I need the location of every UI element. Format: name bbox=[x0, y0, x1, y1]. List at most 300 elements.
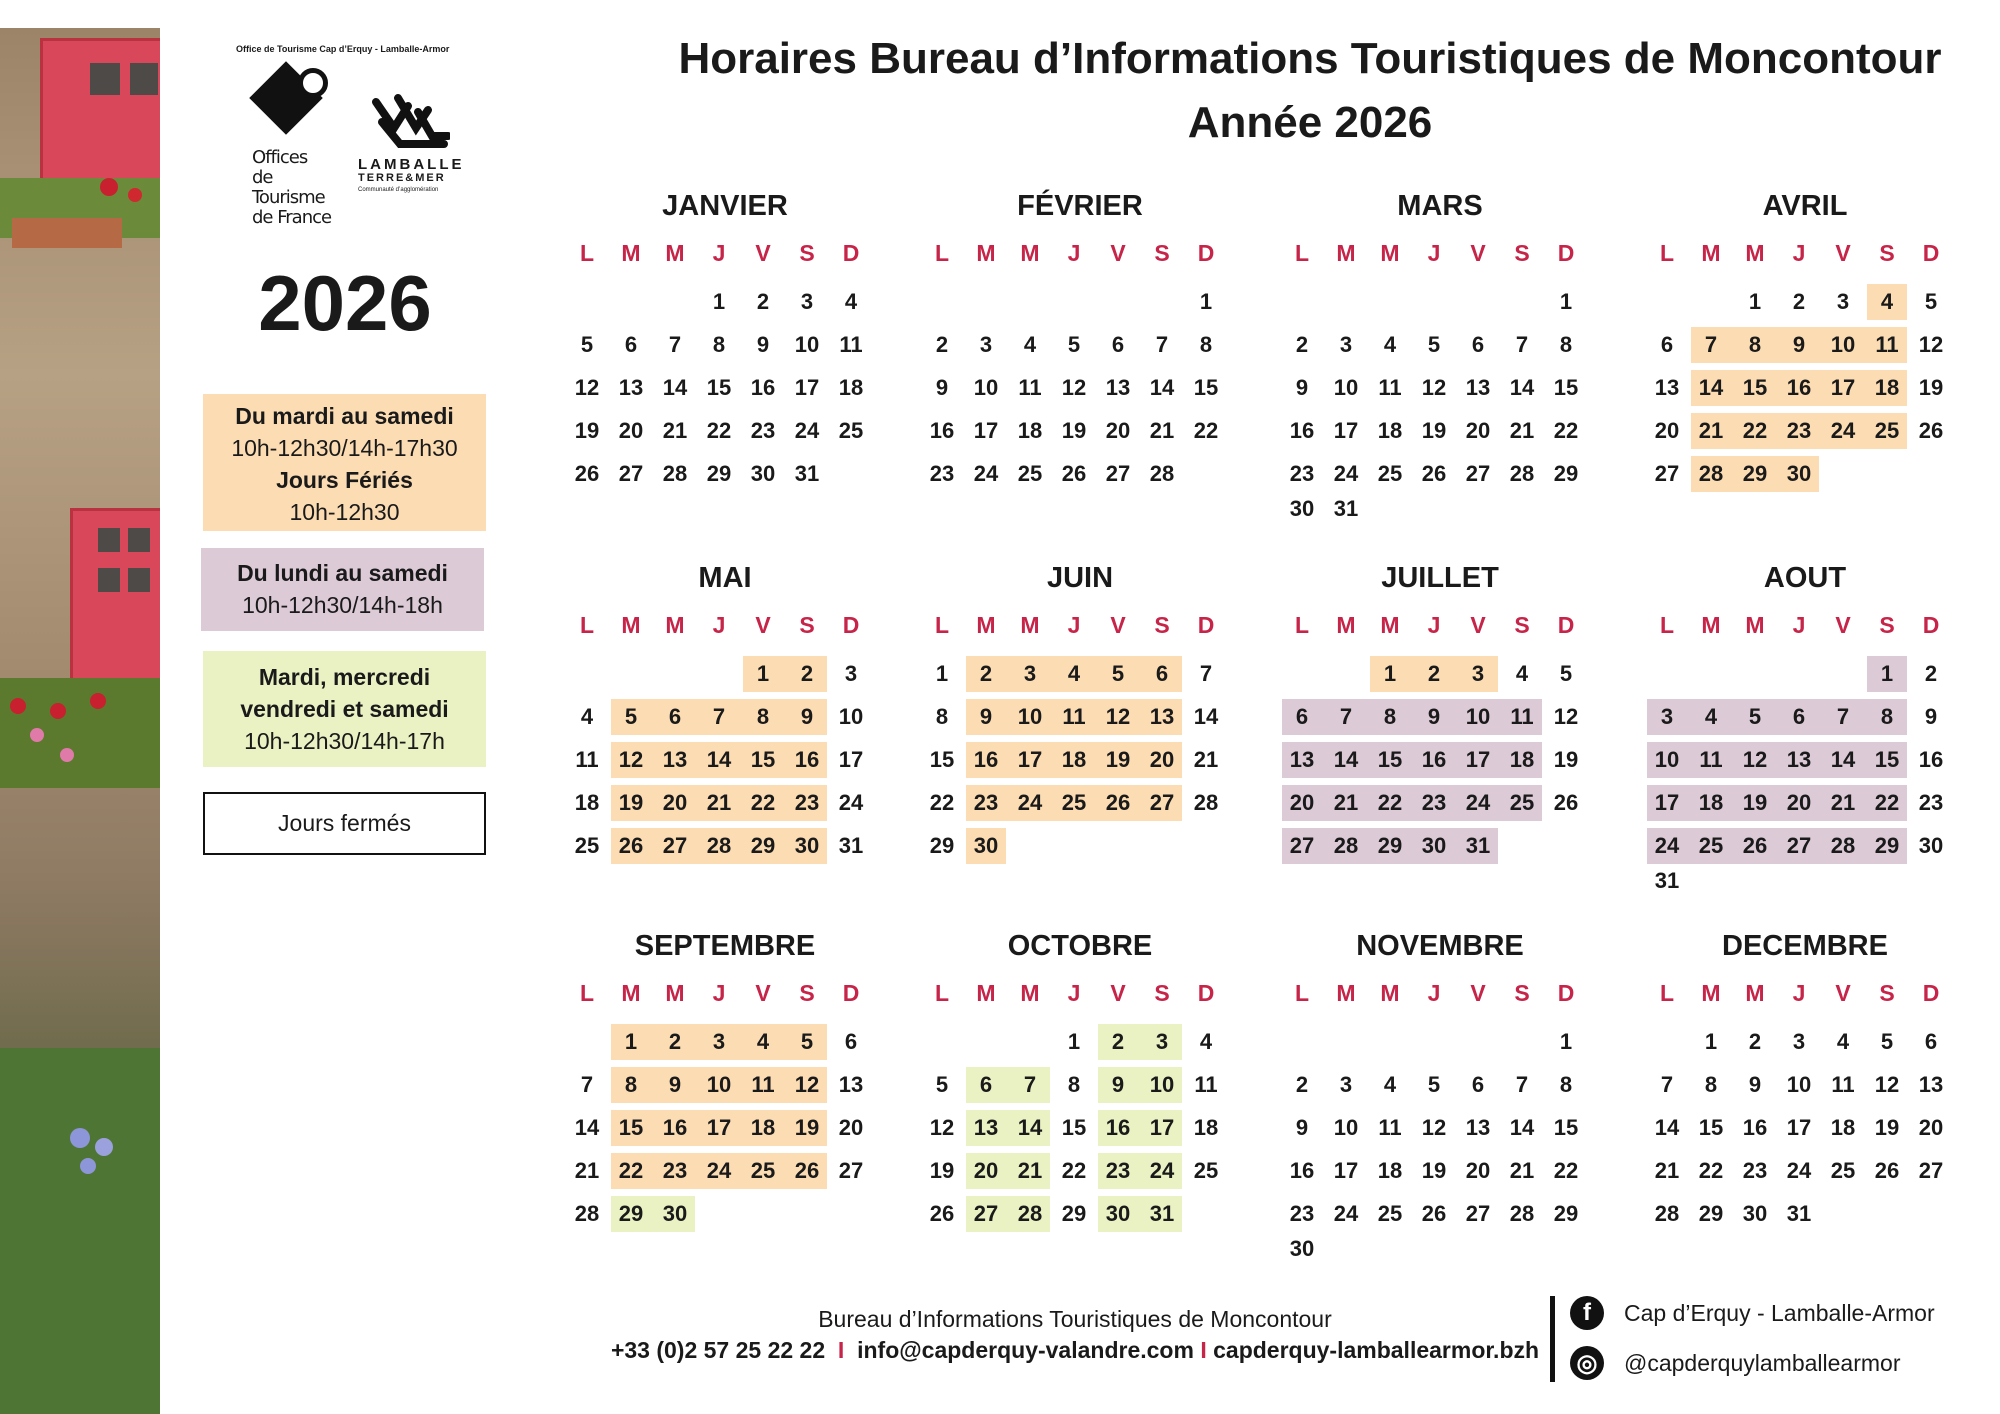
weekday-header: D bbox=[1557, 980, 1575, 1006]
day-cell: 26 bbox=[1918, 418, 1944, 443]
day-cell: 20 bbox=[1105, 418, 1131, 443]
day-cell: 3 bbox=[1339, 332, 1353, 357]
weekday-header: M bbox=[665, 980, 685, 1006]
day-cell: 22 bbox=[706, 418, 732, 443]
weekday-header: V bbox=[1835, 240, 1851, 266]
day-cell: 31 bbox=[1654, 868, 1680, 893]
day-cell: 26 bbox=[1421, 1201, 1447, 1226]
day-cell: 27 bbox=[1654, 461, 1680, 486]
day-cell: 12 bbox=[1105, 704, 1131, 729]
day-cell: 29 bbox=[1874, 833, 1900, 858]
day-cell: 5 bbox=[1067, 332, 1081, 357]
day-cell: 6 bbox=[1471, 1072, 1485, 1097]
weekday-header: L bbox=[934, 612, 950, 638]
day-cell: 2 bbox=[1924, 661, 1938, 686]
day-cell: 11 bbox=[839, 332, 863, 357]
weekday-header: M bbox=[1701, 612, 1721, 638]
weekday-header: D bbox=[842, 240, 860, 266]
weekday-header: S bbox=[1154, 612, 1170, 638]
offices-de-tourisme-logo: Offices de Tourisme de France bbox=[250, 68, 332, 208]
day-cell: 22 bbox=[1193, 418, 1219, 443]
day-cell: 13 bbox=[1786, 747, 1812, 772]
day-cell: 21 bbox=[1149, 418, 1175, 443]
day-cell: 7 bbox=[580, 1072, 594, 1097]
day-cell: 28 bbox=[1509, 1201, 1535, 1226]
day-cell: 6 bbox=[1295, 704, 1309, 729]
day-cell: 5 bbox=[624, 704, 638, 729]
day-cell: 17 bbox=[1465, 747, 1491, 772]
month-name: MARS bbox=[1397, 190, 1483, 222]
footer-email[interactable]: info@capderquy-valandre.com bbox=[857, 1337, 1194, 1363]
day-cell: 7 bbox=[1836, 704, 1850, 729]
weekday-header: V bbox=[1110, 240, 1126, 266]
day-cell: 21 bbox=[1333, 790, 1359, 815]
month-novembre bbox=[1280, 930, 1600, 1270]
day-cell: 22 bbox=[1553, 418, 1579, 443]
day-cell: 12 bbox=[1742, 747, 1768, 772]
day-cell: 30 bbox=[1105, 1201, 1131, 1226]
month-octobre bbox=[920, 930, 1240, 1270]
weekday-header: J bbox=[1792, 980, 1806, 1006]
legend-orange-days: Du mardi au samedi bbox=[235, 403, 454, 429]
day-cell: 12 bbox=[1421, 375, 1447, 400]
day-cell: 24 bbox=[706, 1158, 732, 1183]
day-cell: 27 bbox=[1465, 461, 1491, 486]
day-cell: 13 bbox=[618, 375, 644, 400]
day-cell: 2 bbox=[1295, 1072, 1309, 1097]
weekday-header: J bbox=[712, 980, 726, 1006]
day-cell: 15 bbox=[1061, 1115, 1087, 1140]
lamballe-terre-mer-logo: LAMBALLE TERRE&MER Communauté d’agglomération bbox=[356, 92, 466, 202]
weekday-header: D bbox=[1922, 240, 1940, 266]
day-cell: 15 bbox=[1193, 375, 1219, 400]
day-cell: 1 bbox=[1559, 289, 1573, 314]
weekday-header: J bbox=[1067, 980, 1081, 1006]
day-cell: 13 bbox=[1149, 704, 1175, 729]
legend-purple bbox=[201, 548, 484, 631]
day-cell: 17 bbox=[973, 418, 999, 443]
day-cell: 3 bbox=[1660, 704, 1674, 729]
day-cell: 10 bbox=[1830, 332, 1856, 357]
day-cell: 31 bbox=[1333, 496, 1359, 521]
day-cell: 8 bbox=[1383, 704, 1397, 729]
day-cell: 3 bbox=[712, 1029, 726, 1054]
day-cell: 25 bbox=[838, 418, 864, 443]
weekday-header: S bbox=[799, 980, 815, 1006]
day-cell: 26 bbox=[929, 1201, 955, 1226]
weekday-header: S bbox=[1879, 612, 1895, 638]
day-cell: 30 bbox=[973, 833, 999, 858]
day-cell: 6 bbox=[1471, 332, 1485, 357]
day-cell: 3 bbox=[1836, 289, 1850, 314]
weekday-header: V bbox=[1835, 980, 1851, 1006]
day-cell: 24 bbox=[1830, 418, 1856, 443]
day-cell: 4 bbox=[1199, 1029, 1213, 1054]
day-cell: 3 bbox=[1792, 1029, 1806, 1054]
day-cell: 3 bbox=[800, 289, 814, 314]
day-cell: 28 bbox=[1193, 790, 1219, 815]
day-cell: 2 bbox=[1295, 332, 1309, 357]
day-cell: 10 bbox=[1786, 1072, 1812, 1097]
day-cell: 26 bbox=[618, 833, 644, 858]
day-cell: 15 bbox=[706, 375, 732, 400]
day-cell: 24 bbox=[1333, 1201, 1359, 1226]
page-title: Horaires Bureau d’Informations Touristiques de Moncontour bbox=[678, 34, 1942, 83]
day-cell: 5 bbox=[1427, 1072, 1441, 1097]
day-cell: 22 bbox=[750, 790, 776, 815]
day-cell: 13 bbox=[1465, 1115, 1491, 1140]
day-cell: 21 bbox=[574, 1158, 600, 1183]
weekday-header: L bbox=[1659, 240, 1675, 266]
day-cell: 23 bbox=[794, 790, 820, 815]
day-cell: 19 bbox=[618, 790, 644, 815]
weekday-header: M bbox=[976, 240, 996, 266]
day-cell: 7 bbox=[1155, 332, 1169, 357]
weekday-header: M bbox=[1336, 240, 1356, 266]
day-cell: 10 bbox=[1333, 1115, 1359, 1140]
day-cell: 22 bbox=[929, 790, 955, 815]
weekday-header: D bbox=[1197, 240, 1215, 266]
day-cell: 27 bbox=[1918, 1158, 1944, 1183]
day-cell: 27 bbox=[1149, 790, 1175, 815]
day-cell: 16 bbox=[1918, 747, 1944, 772]
day-cell: 12 bbox=[1421, 1115, 1447, 1140]
day-cell: 21 bbox=[1193, 747, 1219, 772]
day-cell: 27 bbox=[1786, 833, 1812, 858]
day-cell: 24 bbox=[1333, 461, 1359, 486]
day-cell: 3 bbox=[844, 661, 858, 686]
day-cell: 26 bbox=[794, 1158, 820, 1183]
weekday-header: J bbox=[1067, 612, 1081, 638]
day-cell: 20 bbox=[662, 790, 688, 815]
day-cell: 9 bbox=[1792, 332, 1806, 357]
weekday-header: D bbox=[842, 612, 860, 638]
footer-contact bbox=[600, 1337, 1550, 1364]
weekday-header: V bbox=[755, 240, 771, 266]
month-février bbox=[920, 190, 1240, 530]
month-name: FÉVRIER bbox=[1017, 190, 1143, 222]
day-cell: 25 bbox=[1193, 1158, 1219, 1183]
day-cell: 24 bbox=[1149, 1158, 1175, 1183]
weekday-header: M bbox=[1380, 612, 1400, 638]
day-cell: 2 bbox=[935, 332, 949, 357]
month-janvier bbox=[565, 190, 885, 530]
day-cell: 16 bbox=[1289, 418, 1315, 443]
month-name: JANVIER bbox=[662, 190, 788, 222]
day-cell: 23 bbox=[1289, 1201, 1315, 1226]
day-cell: 23 bbox=[929, 461, 955, 486]
day-cell: 29 bbox=[706, 461, 732, 486]
facebook-link[interactable] bbox=[1570, 1296, 1935, 1330]
weekday-header: L bbox=[1294, 240, 1310, 266]
day-cell: 28 bbox=[662, 461, 688, 486]
day-cell: 18 bbox=[750, 1115, 776, 1140]
day-cell: 26 bbox=[1061, 461, 1087, 486]
day-cell: 4 bbox=[1880, 289, 1894, 314]
day-cell: 3 bbox=[1155, 1029, 1169, 1054]
footer-phone: +33 (0)2 57 25 22 22 bbox=[610, 1337, 826, 1363]
day-cell: 29 bbox=[1553, 1201, 1579, 1226]
day-cell: 16 bbox=[1786, 375, 1812, 400]
weekday-header: M bbox=[621, 240, 641, 266]
day-cell: 23 bbox=[973, 790, 999, 815]
day-cell: 13 bbox=[1918, 1072, 1944, 1097]
organization-name: Office de Tourisme Cap d’Erquy - Lamballe-Armor bbox=[236, 44, 450, 54]
weekday-header: D bbox=[1557, 240, 1575, 266]
day-cell: 28 bbox=[1017, 1201, 1043, 1226]
day-cell: 24 bbox=[1654, 833, 1680, 858]
day-cell: 13 bbox=[1654, 375, 1680, 400]
day-cell: 15 bbox=[1874, 747, 1900, 772]
weekday-header: L bbox=[579, 612, 595, 638]
day-cell: 3 bbox=[979, 332, 993, 357]
footer-website[interactable]: capderquy-lamballearmor.bzh bbox=[1213, 1337, 1540, 1363]
day-cell: 12 bbox=[618, 747, 644, 772]
day-cell: 29 bbox=[618, 1201, 644, 1226]
day-cell: 1 bbox=[1704, 1029, 1718, 1054]
weekday-header: M bbox=[1745, 980, 1765, 1006]
day-cell: 11 bbox=[1875, 332, 1899, 357]
day-cell: 1 bbox=[935, 661, 949, 686]
day-cell: 4 bbox=[756, 1029, 770, 1054]
legend-green-days-2: vendredi et samedi bbox=[240, 696, 449, 722]
weekday-header: D bbox=[1197, 612, 1215, 638]
day-cell: 25 bbox=[1698, 833, 1724, 858]
day-cell: 7 bbox=[668, 332, 682, 357]
year-heading: 2026 bbox=[258, 259, 432, 347]
weekday-header: M bbox=[976, 980, 996, 1006]
day-cell: 28 bbox=[574, 1201, 600, 1226]
day-cell: 16 bbox=[1289, 1158, 1315, 1183]
day-cell: 14 bbox=[574, 1115, 600, 1140]
day-cell: 9 bbox=[935, 375, 949, 400]
day-cell: 20 bbox=[1465, 418, 1491, 443]
day-cell: 6 bbox=[979, 1072, 993, 1097]
day-cell: 31 bbox=[1465, 833, 1491, 858]
day-cell: 31 bbox=[1786, 1201, 1812, 1226]
day-cell: 17 bbox=[706, 1115, 732, 1140]
day-cell: 15 bbox=[1553, 375, 1579, 400]
day-cell: 1 bbox=[756, 661, 770, 686]
day-cell: 5 bbox=[1427, 332, 1441, 357]
day-cell: 11 bbox=[1378, 375, 1402, 400]
day-cell: 16 bbox=[1742, 1115, 1768, 1140]
day-cell: 26 bbox=[1874, 1158, 1900, 1183]
weekday-header: L bbox=[579, 240, 595, 266]
day-cell: 20 bbox=[838, 1115, 864, 1140]
day-cell: 14 bbox=[1149, 375, 1175, 400]
day-cell: 18 bbox=[1193, 1115, 1219, 1140]
day-cell: 19 bbox=[1874, 1115, 1900, 1140]
day-cell: 17 bbox=[1654, 790, 1680, 815]
instagram-icon: ◎ bbox=[1570, 1346, 1604, 1380]
day-cell: 4 bbox=[844, 289, 858, 314]
day-cell: 9 bbox=[668, 1072, 682, 1097]
day-cell: 17 bbox=[1333, 1158, 1359, 1183]
day-cell: 19 bbox=[794, 1115, 820, 1140]
day-cell: 14 bbox=[1193, 704, 1219, 729]
weekday-header: V bbox=[755, 612, 771, 638]
day-cell: 29 bbox=[1698, 1201, 1724, 1226]
day-cell: 12 bbox=[929, 1115, 955, 1140]
day-cell: 12 bbox=[1918, 332, 1944, 357]
day-cell: 8 bbox=[1559, 332, 1573, 357]
legend-green-hours: 10h-12h30/14h-17h bbox=[244, 728, 445, 754]
day-cell: 22 bbox=[1377, 790, 1403, 815]
day-cell: 30 bbox=[1421, 833, 1447, 858]
day-cell: 29 bbox=[929, 833, 955, 858]
day-cell: 25 bbox=[1377, 461, 1403, 486]
day-cell: 8 bbox=[1199, 332, 1213, 357]
day-cell: 14 bbox=[1333, 747, 1359, 772]
day-cell: 13 bbox=[1105, 375, 1131, 400]
day-cell: 23 bbox=[662, 1158, 688, 1183]
weekday-header: J bbox=[1792, 612, 1806, 638]
month-avril bbox=[1645, 190, 1965, 530]
day-cell: 25 bbox=[574, 833, 600, 858]
day-cell: 18 bbox=[838, 375, 864, 400]
day-cell: 11 bbox=[1699, 747, 1723, 772]
weekday-header: S bbox=[1879, 240, 1895, 266]
day-cell: 2 bbox=[756, 289, 770, 314]
day-cell: 8 bbox=[1748, 332, 1762, 357]
day-cell: 27 bbox=[838, 1158, 864, 1183]
day-cell: 24 bbox=[838, 790, 864, 815]
day-cell: 7 bbox=[1515, 332, 1529, 357]
day-cell: 7 bbox=[1660, 1072, 1674, 1097]
day-cell: 1 bbox=[1748, 289, 1762, 314]
instagram-link[interactable] bbox=[1570, 1346, 1900, 1380]
day-cell: 18 bbox=[1061, 747, 1087, 772]
day-cell: 23 bbox=[1421, 790, 1447, 815]
day-cell: 24 bbox=[973, 461, 999, 486]
day-cell: 27 bbox=[1465, 1201, 1491, 1226]
day-cell: 31 bbox=[838, 833, 864, 858]
day-cell: 11 bbox=[1018, 375, 1042, 400]
day-cell: 5 bbox=[1748, 704, 1762, 729]
month-name: SEPTEMBRE bbox=[634, 930, 816, 962]
weekday-header: S bbox=[1514, 612, 1530, 638]
day-cell: 4 bbox=[1067, 661, 1081, 686]
day-cell: 21 bbox=[1654, 1158, 1680, 1183]
day-cell: 20 bbox=[973, 1158, 999, 1183]
day-cell: 16 bbox=[973, 747, 999, 772]
day-cell: 5 bbox=[800, 1029, 814, 1054]
day-cell: 18 bbox=[574, 790, 600, 815]
weekday-header: V bbox=[1110, 612, 1126, 638]
day-cell: 15 bbox=[1742, 375, 1768, 400]
weekday-header: M bbox=[1020, 612, 1040, 638]
day-cell: 29 bbox=[1061, 1201, 1087, 1226]
day-cell: 9 bbox=[800, 704, 814, 729]
day-cell: 2 bbox=[979, 661, 993, 686]
weekday-header: M bbox=[1336, 612, 1356, 638]
weekday-header: V bbox=[1110, 980, 1126, 1006]
day-cell: 7 bbox=[1704, 332, 1718, 357]
month-mars bbox=[1280, 190, 1600, 530]
day-cell: 25 bbox=[1017, 461, 1043, 486]
day-cell: 21 bbox=[1509, 418, 1535, 443]
day-cell: 22 bbox=[1061, 1158, 1087, 1183]
day-cell: 29 bbox=[750, 833, 776, 858]
day-cell: 26 bbox=[1742, 833, 1768, 858]
month-name: JUILLET bbox=[1381, 562, 1499, 594]
day-cell: 14 bbox=[1017, 1115, 1043, 1140]
month-juillet bbox=[1280, 562, 1600, 902]
day-cell: 28 bbox=[1698, 461, 1724, 486]
day-cell: 12 bbox=[1553, 704, 1579, 729]
day-cell: 22 bbox=[1698, 1158, 1724, 1183]
day-cell: 18 bbox=[1017, 418, 1043, 443]
day-cell: 17 bbox=[1830, 375, 1856, 400]
day-cell: 23 bbox=[1289, 461, 1315, 486]
weekday-header: S bbox=[1879, 980, 1895, 1006]
day-cell: 10 bbox=[1149, 1072, 1175, 1097]
day-cell: 27 bbox=[1105, 461, 1131, 486]
day-cell: 28 bbox=[706, 833, 732, 858]
day-cell: 18 bbox=[1377, 418, 1403, 443]
day-cell: 20 bbox=[1465, 1158, 1491, 1183]
day-cell: 4 bbox=[1383, 332, 1397, 357]
day-cell: 11 bbox=[1831, 1072, 1855, 1097]
weekday-header: S bbox=[1514, 240, 1530, 266]
separator: I bbox=[1200, 1337, 1207, 1363]
separator: I bbox=[837, 1337, 845, 1363]
day-cell: 15 bbox=[929, 747, 955, 772]
day-cell: 18 bbox=[1509, 747, 1535, 772]
day-cell: 1 bbox=[1880, 661, 1894, 686]
day-cell: 9 bbox=[1111, 1072, 1125, 1097]
day-cell: 20 bbox=[1786, 790, 1812, 815]
day-cell: 11 bbox=[751, 1072, 775, 1097]
day-cell: 5 bbox=[580, 332, 594, 357]
day-cell: 22 bbox=[618, 1158, 644, 1183]
day-cell: 28 bbox=[1509, 461, 1535, 486]
day-cell: 28 bbox=[1654, 1201, 1680, 1226]
day-cell: 2 bbox=[1427, 661, 1441, 686]
day-cell: 15 bbox=[1698, 1115, 1724, 1140]
day-cell: 7 bbox=[1199, 661, 1213, 686]
day-cell: 17 bbox=[838, 747, 864, 772]
day-cell: 10 bbox=[973, 375, 999, 400]
day-cell: 15 bbox=[1377, 747, 1403, 772]
day-cell: 21 bbox=[1698, 418, 1724, 443]
day-cell: 20 bbox=[1289, 790, 1315, 815]
weekday-header: S bbox=[799, 612, 815, 638]
day-cell: 23 bbox=[1786, 418, 1812, 443]
legend-green-days-1: Mardi, mercredi bbox=[258, 664, 431, 690]
instagram-label: @capderquylamballearmor bbox=[1624, 1349, 1901, 1376]
day-cell: 30 bbox=[1289, 496, 1315, 521]
day-cell: 9 bbox=[1924, 704, 1938, 729]
day-cell: 27 bbox=[662, 833, 688, 858]
weekday-header: M bbox=[665, 240, 685, 266]
day-cell: 6 bbox=[1792, 704, 1806, 729]
day-cell: 18 bbox=[1874, 375, 1900, 400]
day-cell: 11 bbox=[575, 747, 599, 772]
day-cell: 21 bbox=[706, 790, 732, 815]
day-cell: 2 bbox=[1111, 1029, 1125, 1054]
footer-office: Bureau d’Informations Touristiques de Moncontour bbox=[818, 1306, 1332, 1332]
day-cell: 1 bbox=[1067, 1029, 1081, 1054]
weekday-header: V bbox=[1470, 240, 1486, 266]
legend-green bbox=[203, 651, 486, 767]
day-cell: 15 bbox=[750, 747, 776, 772]
weekday-header: M bbox=[1745, 612, 1765, 638]
day-cell: 8 bbox=[712, 332, 726, 357]
day-cell: 20 bbox=[618, 418, 644, 443]
day-cell: 19 bbox=[929, 1158, 955, 1183]
